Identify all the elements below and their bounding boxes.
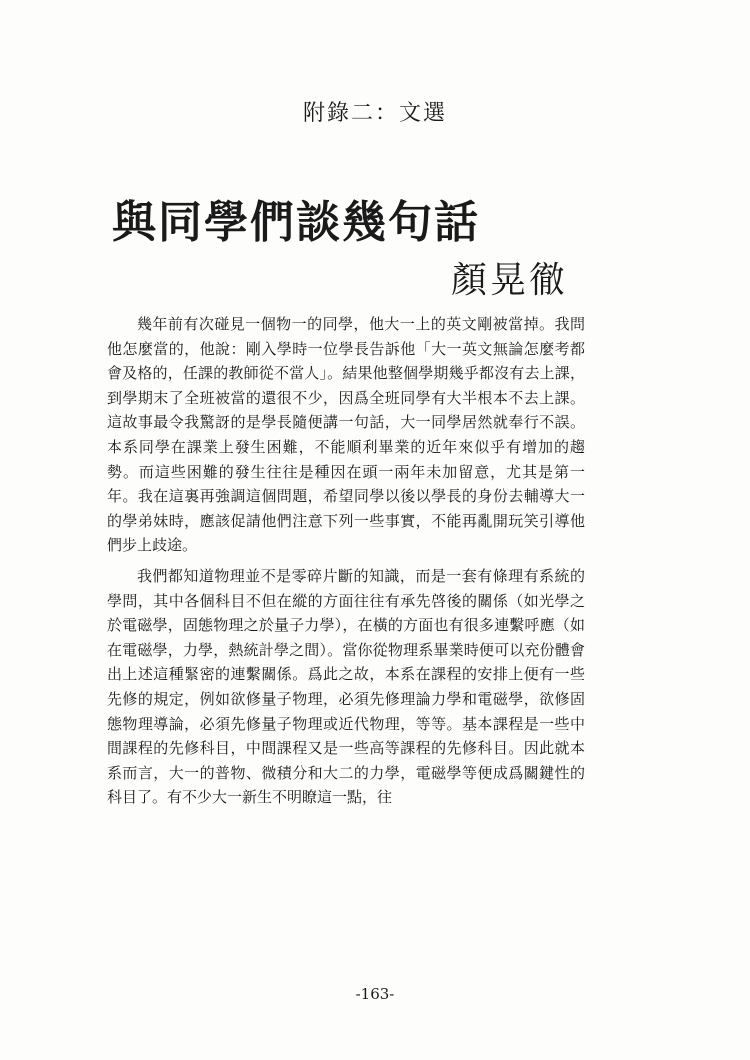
appendix-heading: 附錄二：文選 [302,101,447,126]
paragraph-2: 我們都知道物理並不是零碎片斷的知識，而是一套有條理有系統的學問，其中各個科目不但在縱的方面往往有承先啓後的關係（如光學之於電磁學，固態物理之於量子力學），在橫的方面也有很多連繫呼應（如在電磁學，力學，熱統計學之間）。當你從物理系畢業時便可以充份體會出上述這種緊密的連繫關係。爲此之故，本系在課程的安排上便有一些先修的規定，例如欲修量子物理，必須先修理論力學和電磁學，欲修固態物理導論，必須先修量子物理或近代物理，等等。基本課程是一些中間課程的先修科目，中間課程又是一些高等課程的先修科目。因此就本系而言，大一的普物、微積分和大二的力學，電磁學等便成爲關鍵性的科目了。有不少大一新生不明瞭這一點，往 [107,566,585,807]
article-title: 與同學們談幾句話 [112,197,480,248]
page-number: -163- [355,985,395,1003]
article-body [107,312,585,810]
author-name: 顏晃徹 [451,260,569,301]
paragraph-1: 幾年前有次碰見一個物一的同學，他大一上的英文剛被當掉。我問他怎麼當的，他說：剛入學時一位學長告訴他「大一英文無論怎麼考都會及格的，任課的教師從不當人」。結果他整個學期幾乎都沒有去上課，到學期末了全班被當的還很不少，因爲全班同學有大半根本不去上課。這故事最令我驚訝的是學長隨便講一句話，大一同學居然就奉行不誤。本系同學在課業上發生困難，不能順利畢業的近年來似乎有增加的趨勢。而這些困難的發生往往是種因在頭一兩年未加留意，尤其是第一年。我在這裏再強調這個問題，希望同學以後以學長的身份去輔導大一的學弟妹時，應該促請他們注意下列一些事實，不能再亂開玩笑引導他們步上歧途。 [107,315,585,555]
